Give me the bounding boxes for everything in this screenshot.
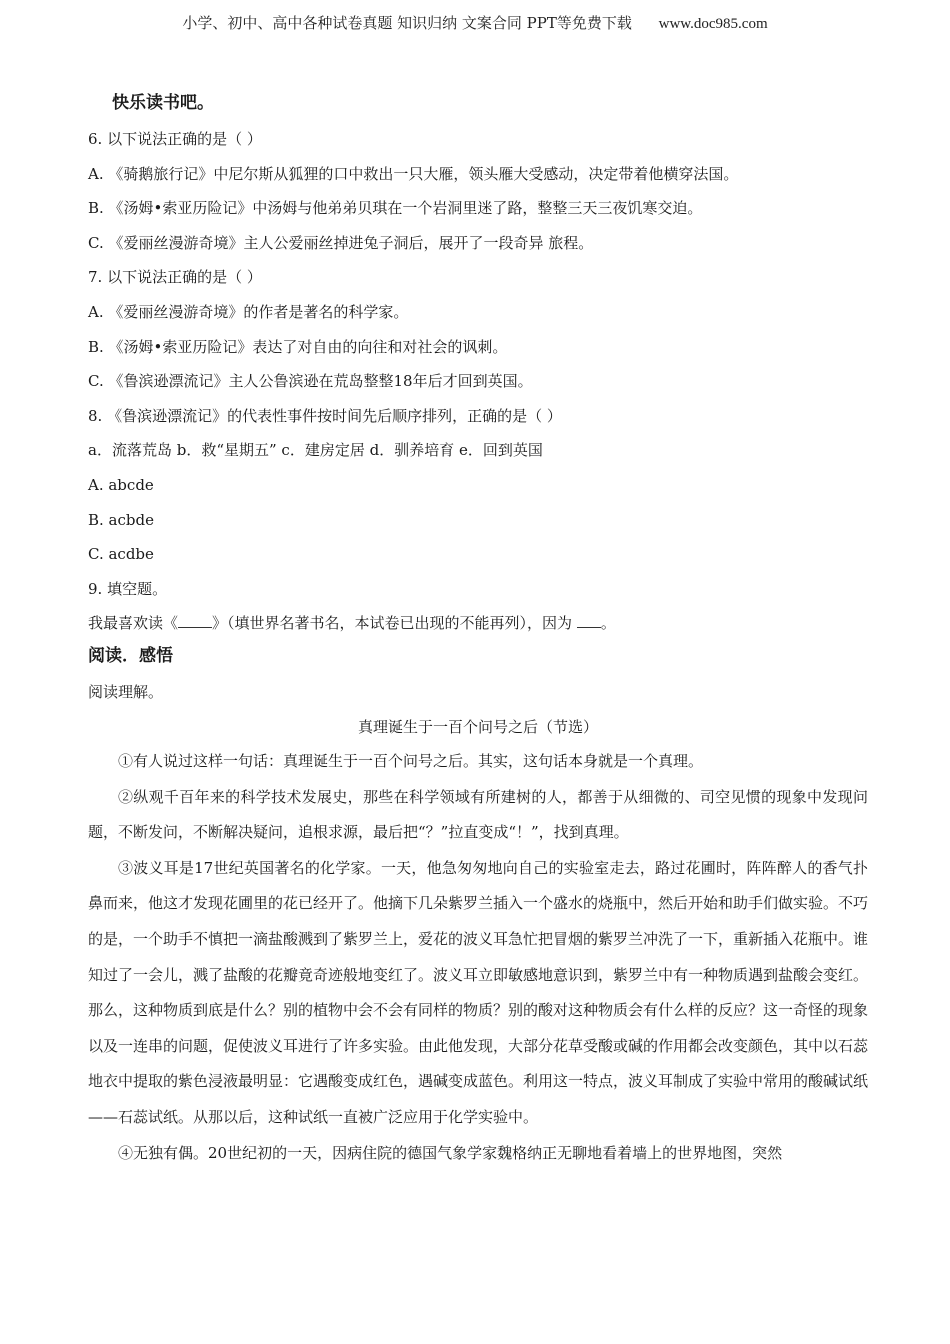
q6-stem: 6. 以下说法正确的是（ ） bbox=[88, 130, 262, 148]
q8-events: a．流落荒岛 b．救“星期五” c．建房定居 d．驯养培育 e．回到英国 bbox=[88, 441, 543, 460]
q6-option-b: B. 《汤姆•索亚历险记》中汤姆与他弟弟贝琪在一个岩洞里迷了路，整整三天三夜饥寒交迫。 bbox=[88, 199, 703, 218]
q6-option-c: C. 《爱丽丝漫游奇境》主人公爱丽丝掉进兔子洞后，展开了一段奇异 旅程。 bbox=[88, 233, 594, 252]
q7-stem: 7. 以下说法正确的是（ ） bbox=[88, 268, 262, 287]
section-title-reading: 阅读．感悟 bbox=[88, 645, 173, 666]
q8-option-a: A. abcde bbox=[88, 475, 154, 494]
q9-stem: 9. 填空题。 bbox=[88, 579, 168, 598]
page-header bbox=[0, 12, 950, 33]
q9-blank-reason[interactable] bbox=[577, 613, 601, 628]
article-paragraph-4: ④无独有偶。20世纪初的一天，因病住院的德国气象学家魏格纳正无聊地看着墙上的世界地图，突然 bbox=[118, 1143, 783, 1162]
q9-text-1: 我最喜欢读《 bbox=[88, 614, 179, 633]
q7-option-c: C. 《鲁滨逊漂流记》主人公鲁滨逊在荒岛整整18年后才回到英国。 bbox=[88, 372, 533, 391]
header-text: 小学、初中、高中各种试卷真题 知识归纳 文案合同 PPT等免费下载 bbox=[182, 14, 632, 32]
article-paragraph-2: ②纵观千百年来的科学技术发展史，那些在科学领域有所建树的人，都善于从细微的、司空见惯的现象中发现问题，不断发问，不断解决疑问，追根求源，最后把“？”拉直变成“！”，找到真理。 bbox=[88, 787, 868, 842]
q8-option-b: B. acbde bbox=[88, 510, 154, 529]
q9-blank-book[interactable] bbox=[178, 613, 212, 628]
q9-text-3: 。 bbox=[600, 614, 616, 633]
article-paragraph-3: ③波义耳是17世纪英国著名的化学家。一天，他急匆匆地向自己的实验室走去，路过花圃时，阵阵醉人的香气扑鼻而来，他这才发现花圃里的花已经开了。他摘下几朵紫罗兰插入一个盛水的烧瓶中，然后开始和助手们做实验。不巧的是，一个助手不慎把一滴盐酸溅到了紫罗兰上，爱花的波义耳急忙把冒烟的紫罗兰冲洗了一下，重新插入花瓶中。谁知过了一会儿，溅了盐酸的花瓣竟奇迹般地变红了。波义耳立即敏感地意识到，紫罗兰中有一种物质遇到盐酸会变红。那么，这种物质到底是什么？别的植物中会不会有同样的物质？别的酸对这种物质会有什么样的反应？这一奇怪的现象以及一连串的问题，促使波义耳进行了许多实验。由此他发现，大部分花草受酸或碱的作用都会改变颜色，其中以石蕊地衣中提取的紫色浸液最明显：它遇酸变成红色，遇碱变成蓝色。利用这一特点，波义耳制成了实验中常用的酸碱试纸——石蕊试纸。从那以后，这种试纸一直被广泛应用于化学实验中。 bbox=[88, 858, 869, 1127]
q7-option-b: B. 《汤姆•索亚历险记》表达了对自由的向往和对社会的讽刺。 bbox=[88, 337, 508, 356]
q8-option-c: C. acdbe bbox=[88, 545, 154, 564]
reading-instruction: 阅读理解。 bbox=[88, 682, 164, 701]
section-title-reading-bar: 快乐读书吧。 bbox=[112, 93, 214, 113]
q6-option-a: A. 《骑鹅旅行记》中尼尔斯从狐狸的口中救出一只大雁，领头雁大受感动，决定带着他横穿法国。 bbox=[88, 164, 739, 183]
header-url[interactable]: www.doc985.com bbox=[658, 16, 768, 32]
q9-text-2: 》（填世界名著书名，本试卷已出现的不能再列），因为 bbox=[212, 614, 573, 633]
document-body bbox=[88, 88, 868, 1171]
article-paragraph-1: ①有人说过这样一句话：真理诞生于一百个问号之后。其实，这句话本身就是一个真理。 bbox=[118, 752, 704, 771]
q8-stem: 8. 《鲁滨逊漂流记》的代表性事件按时间先后顺序排列，正确的是（ ） bbox=[88, 406, 562, 425]
q7-option-a: A. 《爱丽丝漫游奇境》的作者是著名的科学家。 bbox=[88, 302, 409, 321]
q9-fill-line bbox=[88, 606, 868, 641]
article-title: 真理诞生于一百个问号之后（节选） bbox=[357, 717, 598, 736]
